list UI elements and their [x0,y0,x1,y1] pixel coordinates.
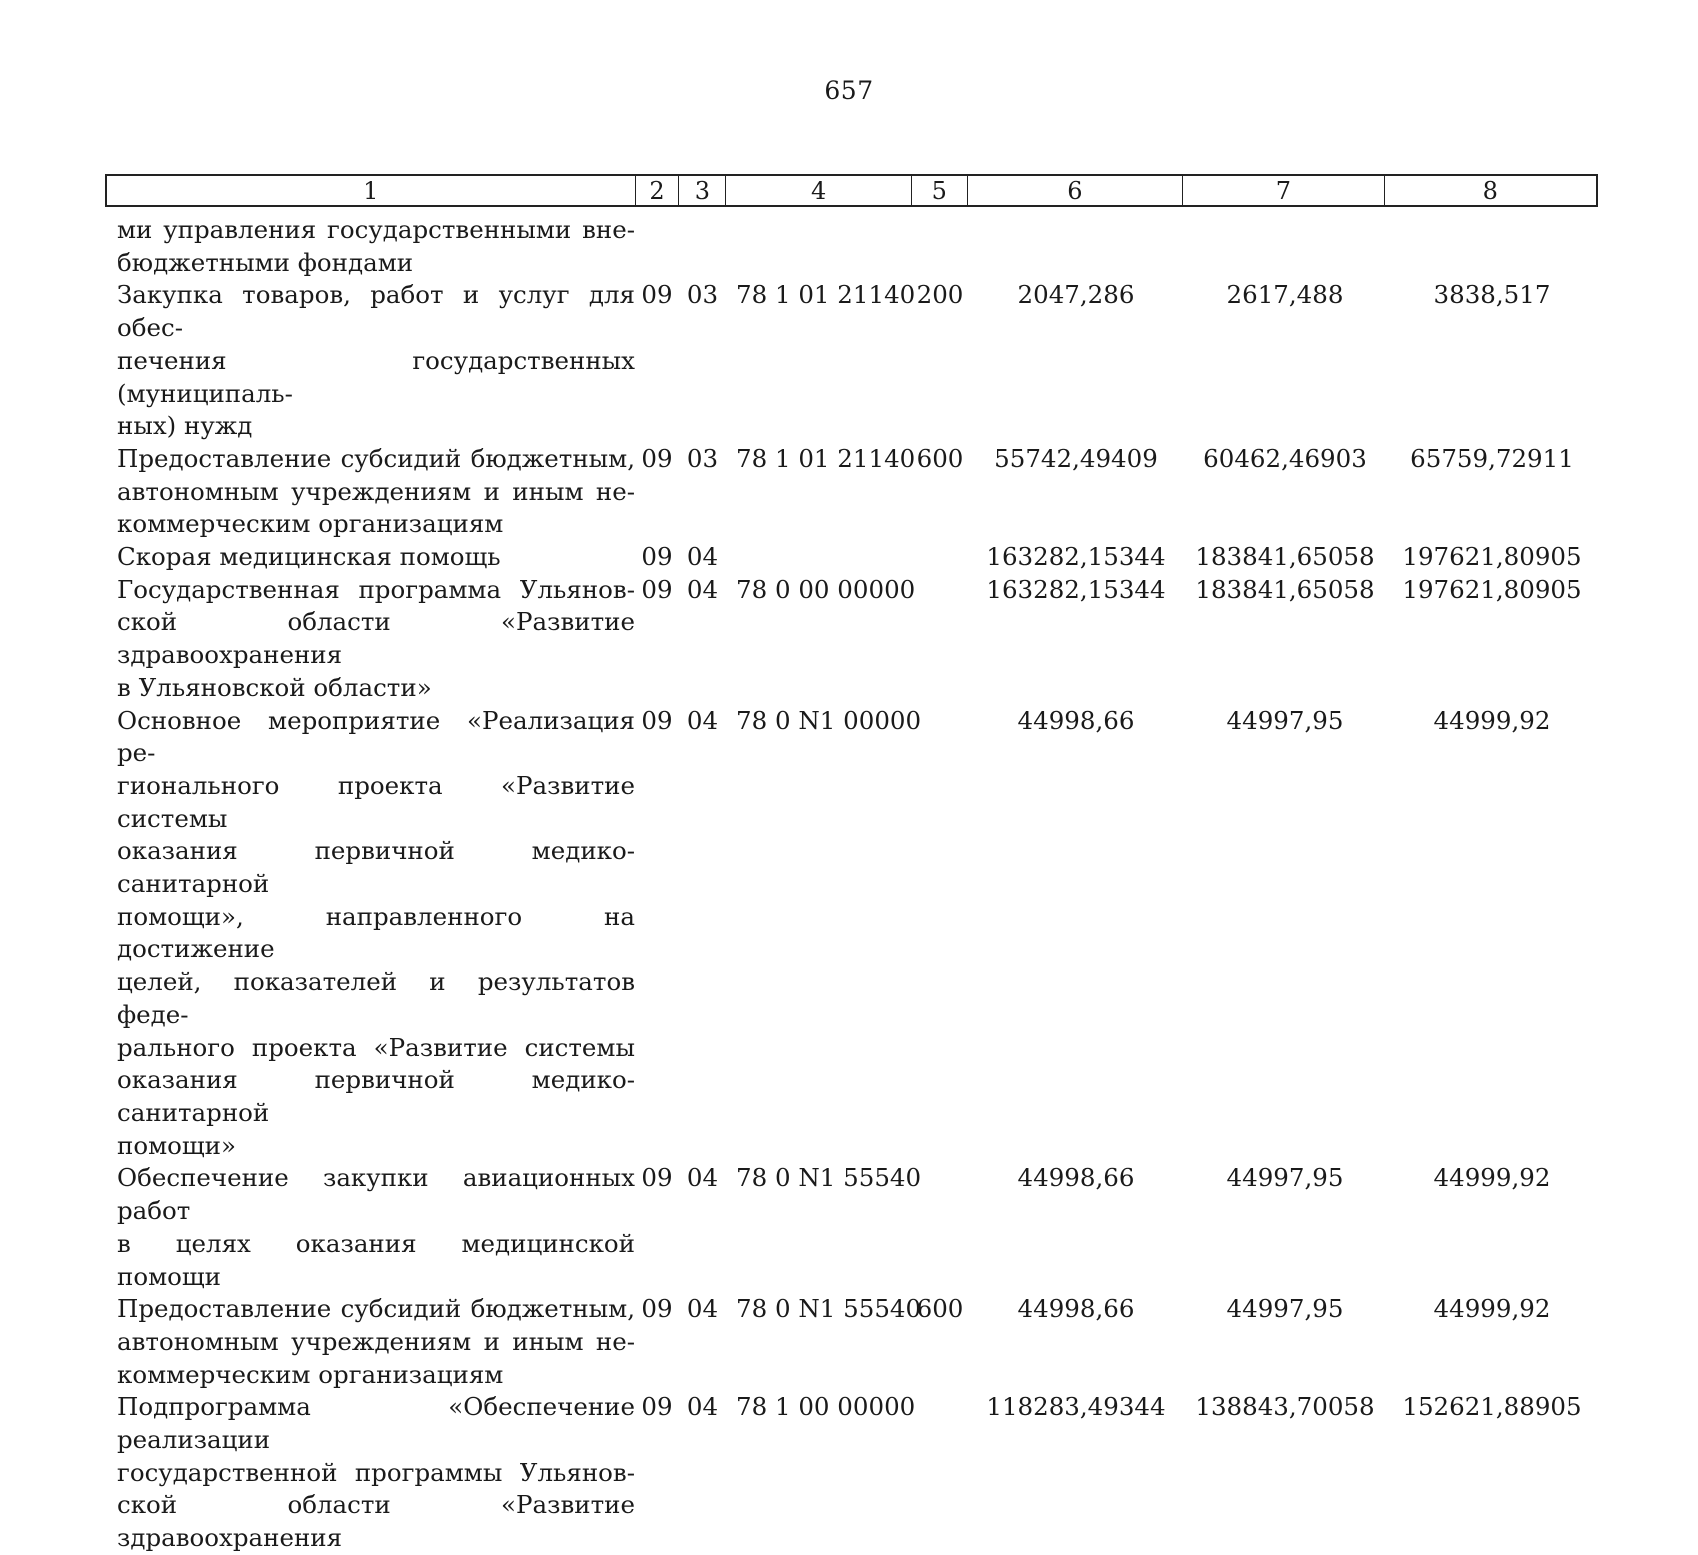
row-name [105,279,635,443]
row-cell-c7: 138843,70058 [1195,1392,1375,1422]
row-cell-c8: 197621,80905 [1402,542,1582,572]
row-cell-c2: 09 [641,542,673,572]
row-cell-c4: 78 0 N1 55540 [736,1163,922,1193]
row-cell-c8: 44999,92 [1433,1163,1551,1193]
row-cell-c7: 60462,46903 [1203,443,1367,473]
row-cell-c3: 04 [686,542,719,572]
row-cell-c2: 09 [641,705,673,735]
row-cell-c5 [912,1162,968,1293]
row-cell-c3: 03 [686,443,719,473]
row-name-line: Обеспечение закупки авиационных работ [117,1163,635,1226]
row-cell-c6: 44998,66 [1017,705,1135,735]
table-header [105,174,1598,207]
table-row [105,443,1598,541]
row-cell-c7: 44997,95 [1226,705,1344,735]
row-name-line: автономным учреждениям и иным не- [117,1326,635,1356]
row-cell-c5 [912,214,968,279]
table-row [105,214,1598,279]
row-cell-c3 [679,214,726,279]
table-body [105,214,1598,1555]
row-cell-c8: 152621,88905 [1402,1392,1582,1422]
row-name-line: ми управления государственными вне- [117,215,635,244]
row-name-line: помощи» [117,1130,236,1160]
row-cell-c4: 78 0 N1 55540 [736,1294,922,1324]
page-number: 657 [824,76,874,105]
row-cell-c6: 163282,15344 [986,542,1166,572]
row-cell-c8: 3838,517 [1433,280,1551,310]
row-cell-c6: 163282,15344 [986,574,1166,604]
row-cell-c5 [912,574,968,705]
row-cell-c2: 09 [641,280,673,310]
table-row [105,1293,1598,1391]
row-cell-c2: 09 [641,1294,673,1324]
row-cell-c4: 78 1 01 21140 [736,443,916,473]
row-cell-c6 [968,214,1184,279]
row-cell-c2: 09 [641,1163,673,1193]
row-cell-c5 [912,705,968,1163]
row-name-line: ных) нужд [117,411,253,441]
row-cell-c6: 44998,66 [1017,1163,1135,1193]
row-cell-c2: 09 [641,574,673,604]
row-cell-c3: 04 [686,1294,719,1324]
row-cell-c4: 78 0 00 00000 [736,574,916,604]
header-col-2: 2 [636,176,680,205]
table-row [105,279,1598,443]
row-name [105,443,635,541]
row-name-line: Предоставление субсидий бюджетным, [117,443,635,473]
row-cell-c7: 183841,65058 [1195,542,1375,572]
row-name [105,1293,635,1391]
row-name-line: коммерческим организациям [117,1359,504,1389]
header-col-7: 7 [1183,176,1384,205]
row-cell-c6: 44998,66 [1017,1294,1135,1324]
row-name-line: ской области «Развитие здравоохранения [117,607,635,670]
row-cell-c5 [912,541,968,574]
row-cell-c3: 03 [686,280,719,310]
row-name-line: рального проекта «Развитие системы [117,1032,635,1062]
table-row [105,574,1598,705]
row-cell-c6: 2047,286 [1017,280,1135,310]
row-cell-c4 [726,214,912,279]
row-name-line: в целях оказания медицинской помощи [117,1228,635,1291]
row-name-line: в Ульяновской области» [117,672,432,702]
row-cell-c3: 04 [686,705,719,735]
row-cell-c4: 78 0 N1 00000 [736,705,922,735]
row-name [105,541,635,574]
row-name-line: оказания первичной медико-санитарной [117,1065,635,1127]
header-col-1: 1 [107,176,636,205]
row-name-line: Подпрограмма «Обеспечение реализации [117,1392,635,1455]
row-name [105,1391,635,1555]
row-name-line: автономным учреждениям и иным не- [117,476,635,506]
row-cell-c8: 65759,72911 [1410,443,1574,473]
row-cell-c5: 200 [916,280,964,310]
row-name [105,214,635,279]
row-cell-c4: 78 1 00 00000 [736,1392,916,1422]
row-cell-c7: 2617,488 [1226,280,1344,310]
row-cell-c7: 44997,95 [1226,1163,1344,1193]
row-cell-c4 [726,541,912,574]
row-cell-c8: 44999,92 [1433,1294,1551,1324]
row-name-line: Скорая медицинская помощь [117,542,501,572]
row-cell-c7: 44997,95 [1226,1294,1344,1324]
row-name [105,1162,635,1293]
header-col-8: 8 [1482,177,1498,205]
row-cell-c8: 44999,92 [1433,705,1551,735]
row-cell-c6: 55742,49409 [994,443,1158,473]
header-col-4: 4 [726,176,912,205]
row-cell-c2 [635,214,679,279]
row-name-line: гионального проекта «Развитие системы [117,770,635,833]
row-cell-c3: 04 [686,1392,719,1422]
row-cell-c7: 183841,65058 [1195,574,1375,604]
row-cell-c5 [912,1391,968,1555]
header-col-3: 3 [679,176,726,205]
row-cell-c3: 04 [686,1163,719,1193]
row-name [105,574,635,705]
header-col-5: 5 [912,176,968,205]
row-cell-c3: 04 [686,574,719,604]
row-cell-c8: 197621,80905 [1402,574,1582,604]
row-cell-c8 [1386,214,1598,279]
row-name-line: помощи», направленного на достижение [117,901,635,964]
table-row [105,1162,1598,1293]
row-name-line: Основное мероприятие «Реализация ре- [117,705,635,768]
table-row [105,705,1598,1163]
row-name [105,705,635,1163]
row-name-line: государственной программы Ульянов- [117,1457,635,1487]
row-name-line: Предоставление субсидий бюджетным, [117,1294,635,1324]
row-name-line: ской области «Развитие здравоохранения [117,1490,635,1553]
row-cell-c6: 118283,49344 [986,1392,1166,1422]
header-col-6: 6 [968,176,1183,205]
row-name-line: Закупка товаров, работ и услуг для обес- [117,280,635,343]
row-name-line: печения государственных (муниципаль- [117,345,635,408]
row-name-line: Государственная программа Ульянов- [117,574,635,604]
row-name-line: коммерческим организациям [117,509,504,539]
row-cell-c5: 600 [916,443,964,473]
row-cell-c7 [1184,214,1386,279]
row-cell-c5: 600 [916,1294,964,1324]
row-name-line: целей, показателей и результатов феде- [117,967,635,1029]
row-cell-c2: 09 [641,1392,673,1422]
row-cell-c4: 78 1 01 21140 [736,280,916,310]
row-name-line: оказания первичной медико-санитарной [117,836,635,899]
row-cell-c2: 09 [641,443,673,473]
table-row [105,541,1598,574]
table-row [105,1391,1598,1555]
row-name-line: бюджетными фондами [117,247,414,277]
